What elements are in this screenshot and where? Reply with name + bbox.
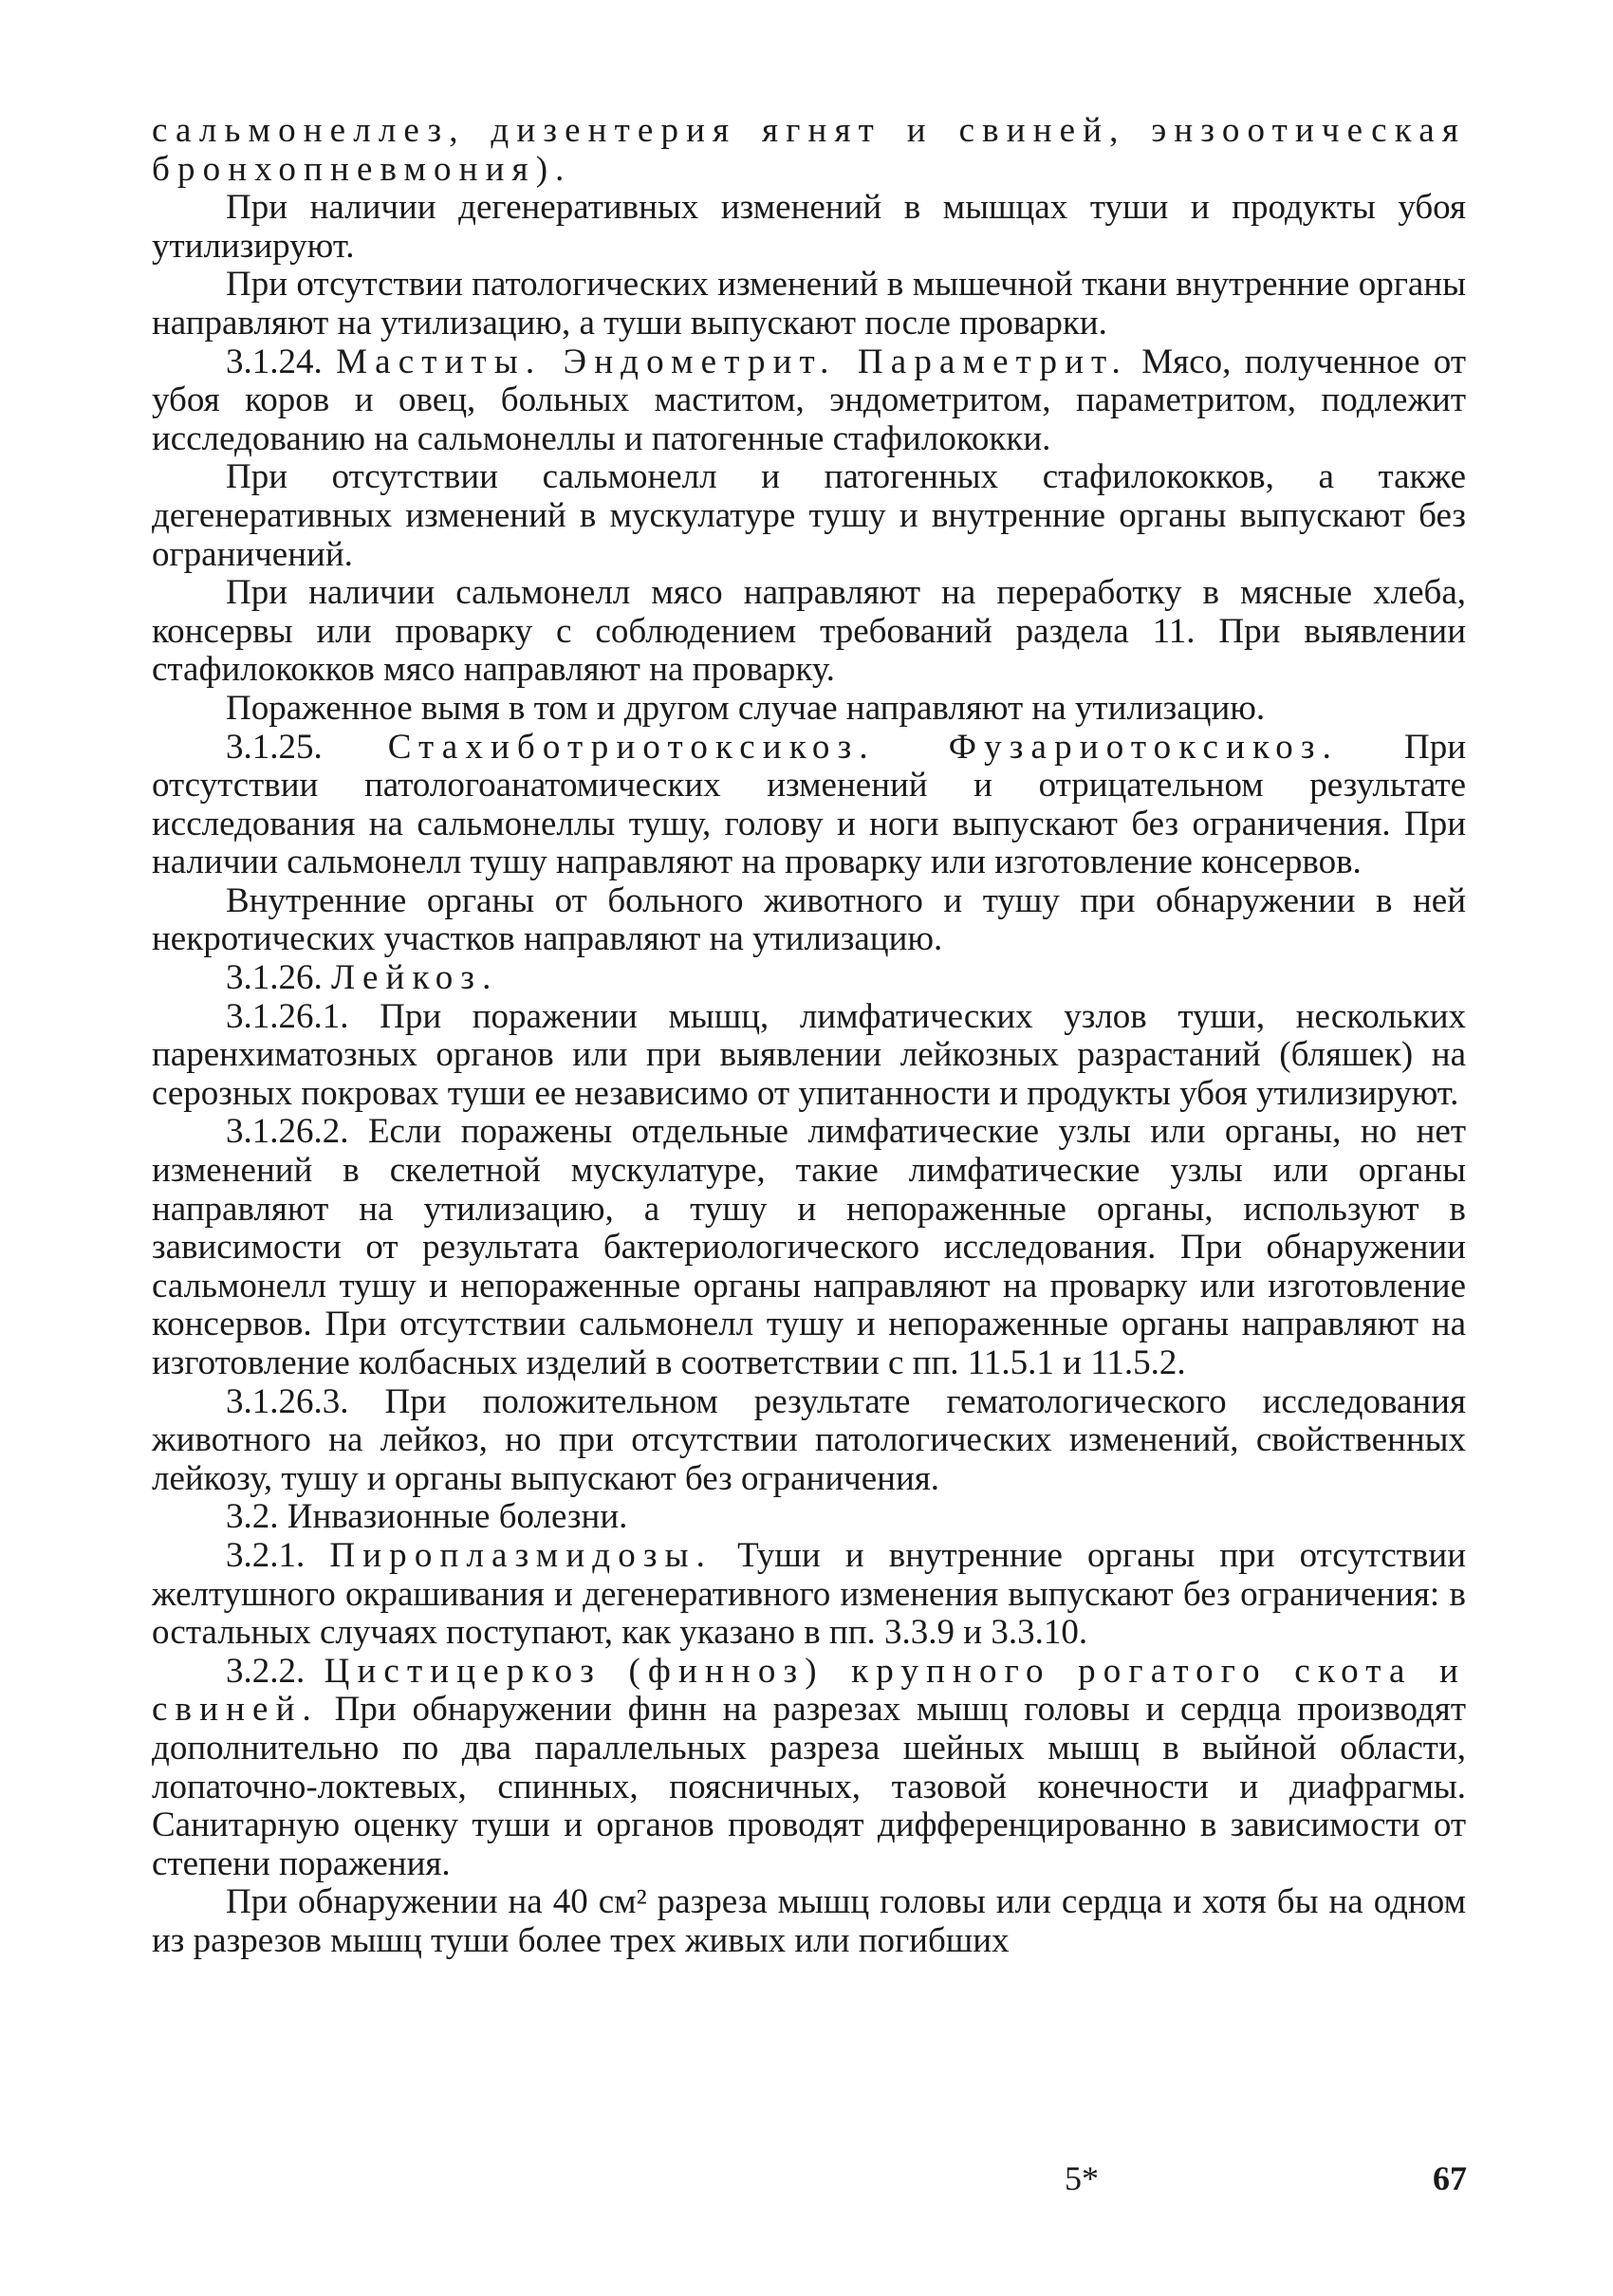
paragraph — [152, 1883, 1466, 1960]
paragraph-text: При отсутствии патологических изменений в мышечной ткани внутренние органы направляют на утилизацию, а туши выпускают после проварки. — [152, 265, 1466, 343]
paragraph-text: 3.2. Инвазионные болезни. — [226, 1497, 628, 1537]
paragraph — [152, 1537, 1466, 1653]
paragraph-text: При отсутствии патологоанатомических изменений и отрицательном результате исследования на сальмонеллы тушу, голову и ноги выпускают без ограничения. При наличии сальмонелл тушу направляют на проварку или изготовление консервов. — [152, 727, 1467, 882]
document-body — [152, 112, 1466, 1961]
paragraph — [152, 1653, 1466, 1884]
paragraph-text: 3.2.2. — [226, 1651, 324, 1691]
paragraph — [152, 266, 1466, 343]
paragraph — [152, 574, 1466, 690]
paragraph-text: Туши и внутренние органы при отсутствии желтушного окрашивания и дегенеративного изменения выпускают без ограничения: в остальных случаях поступают, как указано в пп. 3.3.9 и 3.3.10. — [152, 1535, 1466, 1653]
paragraph — [152, 729, 1466, 882]
paragraph-text: 3.1.25. — [226, 727, 388, 767]
spaced-heading-text: Пироплазмидозы. — [329, 1535, 714, 1575]
paragraph — [152, 1113, 1466, 1382]
paragraph-text: При наличии сальмонелл мясо направляют на переработку в мясные хлеба, консервы или проварку с соблюдением требований раздела 11. При выявлении стафилококков мясо направляют на проварку. — [152, 573, 1466, 690]
paragraph — [152, 458, 1466, 574]
paragraph-text: Мясо, полученное от убоя коров и овец, больных маститом, эндометритом, параметритом, подлежит исследованию на сальмонеллы и патогенные стафилококки. — [152, 342, 1466, 458]
paragraph-text: Внутренние органы от больного животного и тушу при обнаружении в ней некротических участков направляют на утилизацию. — [152, 880, 1466, 959]
signature-mark: 5* — [1065, 2159, 1099, 2197]
spaced-heading-text: Стахиботриотоксикоз. Фузариотоксикоз. — [387, 727, 1340, 767]
paragraph-text: Пораженное вымя в том и другом случае направляют на утилизацию. — [226, 688, 1266, 728]
spaced-heading-text: сальмонеллез, дизентерия ягнят и свиней, энзоотическая бронхопневмония). — [152, 111, 1466, 189]
paragraph-text: При обнаружении финн на разрезах мышц головы и сердца производят дополнительно по два параллельных разреза шейных мышц в выйной области, лопаточно-локтевых, спинных, поясничных, тазовой конечности и диафрагмы. Санитарную оценку туши и органов проводят дифференцированно в зависимости от степени поражения. — [152, 1690, 1466, 1883]
spaced-heading-text: Цистицеркоз (финноз) крупного рогатого скота и свиней. — [152, 1651, 1466, 1730]
paragraph — [152, 343, 1466, 459]
paragraph — [152, 1383, 1466, 1499]
paragraph — [152, 112, 1466, 189]
paragraph — [152, 189, 1466, 266]
paragraph — [152, 690, 1466, 729]
paragraph-text: 3.1.26.3. При положительном результате гематологического исследования животного на лейкоз, но при отсутствии патологических изменений, свойственных лейкозу, тушу и органы выпускают без ограничения. — [152, 1381, 1466, 1498]
paragraph-text: При обнаружении на 40 см² разреза мышц головы или сердца и хотя бы на одном из разрезов мышц туши более трех живых или погибших — [152, 1882, 1466, 1960]
paragraph-text: 3.1.24. — [226, 342, 337, 381]
spaced-heading-text: Лейкоз. — [331, 958, 499, 998]
paragraph-text: 3.1.26.1. При поражении мышц, лимфатических узлов туши, нескольких паренхиматозных органов или при выявлении лейкозных разрастаний (бляшек) на серозных покровах туши ее независимо от упитанности и продукты убоя утилизируют. — [152, 996, 1466, 1113]
spaced-heading-text: Маститы. Эндометрит. Параметрит. — [336, 342, 1128, 381]
page-footer — [0, 2158, 1613, 2206]
paragraph-text: При наличии дегенеративных изменений в мышцах туши и продукты убоя утилизируют. — [152, 188, 1466, 266]
paragraph — [152, 1498, 1466, 1537]
paragraph — [152, 882, 1466, 959]
paragraph-text: 3.2.1. — [226, 1535, 330, 1575]
paragraph — [152, 959, 1466, 998]
page-number: 67 — [1433, 2159, 1467, 2197]
paragraph-text: При отсутствии сальмонелл и патогенных стафилококков, а также дегенеративных изменений в мускулатуре тушу и внутренние органы выпускают без ограничений. — [152, 457, 1466, 574]
paragraph-text: 3.1.26. — [226, 958, 331, 998]
paragraph-text: 3.1.26.2. Если поражены отдельные лимфатические узлы или органы, но нет изменений в скелетной мускулатуре, такие лимфатические узлы или органы направляют на утилизацию, а тушу и непораженные органы, используют в зависимости от результата бактериологического исследования. При обнаружении сальмонелл тушу и непораженные органы направляют на проварку или изготовление консервов. При отсутствии сальмонелл тушу и непораженные органы направляют на изготовление колбасных изделий в соответствии с пп. 11.5.1 и 11.5.2. — [152, 1112, 1466, 1382]
paragraph — [152, 998, 1466, 1114]
